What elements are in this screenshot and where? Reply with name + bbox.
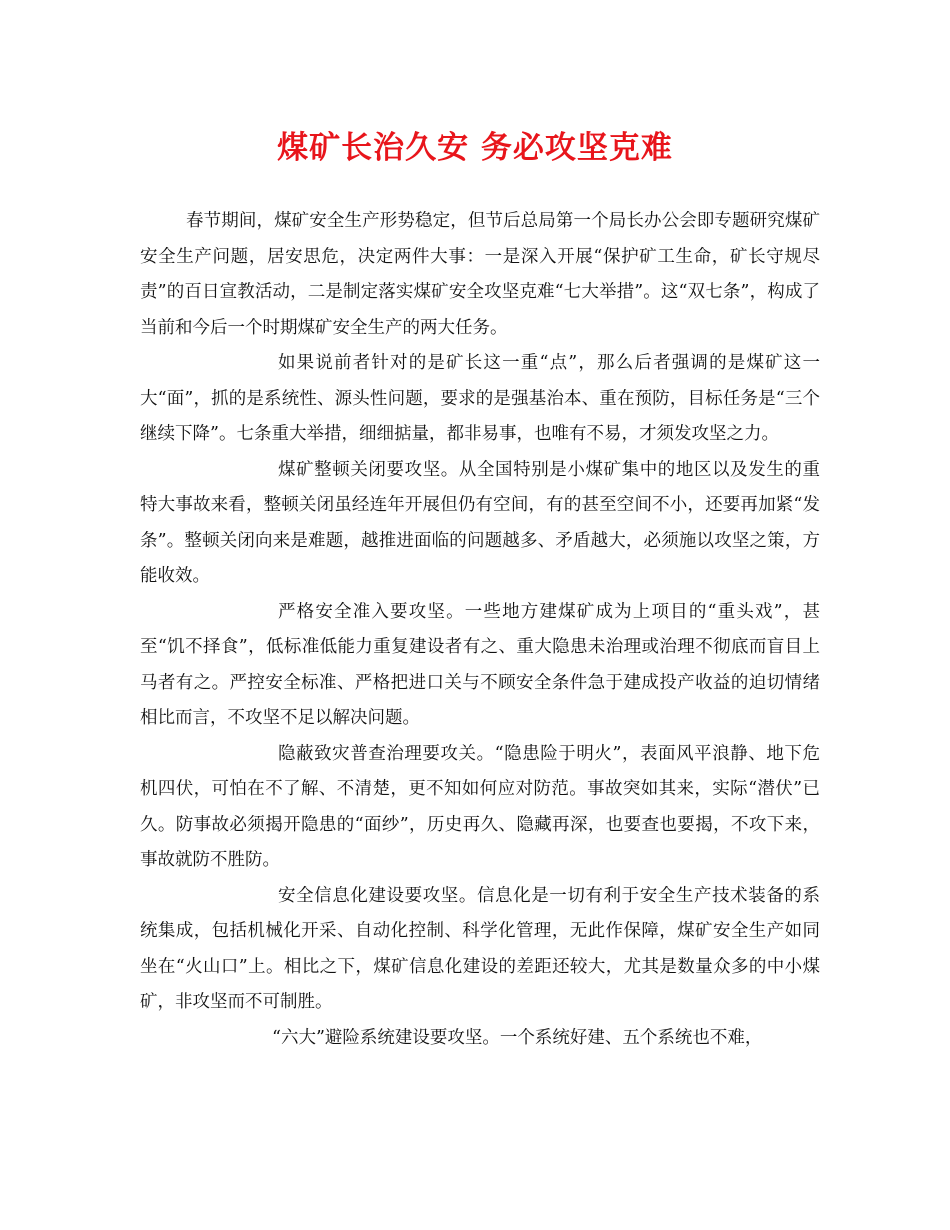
paragraph-2: 如果说前者针对的是矿长这一重“点”，那么后者强调的是煤矿这一大“面”，抓的是系统性、源头性问题，要求的是强基治本、重在预防，目标任务是“三个继续下降”。七条重大举措，细细掂量，都非易事，也唯有不易，才须发攻坚之力。 — [140, 353, 820, 444]
document-title: 煤矿长治久安 务必攻坚克难 — [277, 130, 673, 166]
paragraph-4: 严格安全准入要攻坚。一些地方建煤矿成为上项目的“重头戏”，甚至“饥不择食”，低标准低能力重复建设者有之、重大隐患未治理或治理不彻底而盲目上马者有之。严控安全标准、严格把进口关与不顾安全条件急于建成投产收益的迫切情绪相比而言，不攻坚不足以解决问题。 — [140, 601, 820, 728]
paragraph-7: “六大”避险系统建设要攻坚。一个系统好建、五个系统也不难， — [272, 1027, 763, 1048]
paragraph-3: 煤矿整顿关闭要攻坚。从全国特别是小煤矿集中的地区以及发生的重特大事故来看，整顿关闭虽经连年开展但仍有空间，有的甚至空间不小，还要再加紧“发条”。整顿关闭向来是难题，越推进面临的问题越多、矛盾越大，必须施以攻坚之策，方能收效。 — [140, 459, 820, 586]
paragraph-5: 隐蔽致灾普查治理要攻关。“隐患险于明火”，表面风平浪静、地下危机四伏，可怕在不了解、不清楚，更不知如何应对防范。事故突如其来，实际“潜伏”已久。防事故必须揭开隐患的“面纱”，历史再久、隐藏再深，也要查也要揭，不攻下来，事故就防不胜防。 — [140, 743, 820, 870]
paragraph-1: 春节期间，煤矿安全生产形势稳定，但节后总局第一个局长办公会即专题研究煤矿安全生产问题，居安思危，决定两件大事：一是深入开展“保护矿工生命，矿长守规尽责”的百日宣教活动，二是制定落实煤矿安全攻坚克难“七大举措”。这“双七条”，构成了当前和今后一个时期煤矿安全生产的两大任务。 — [140, 211, 820, 338]
document-body — [140, 204, 820, 1056]
paragraph-6: 安全信息化建设要攻坚。信息化是一切有利于安全生产技术装备的系统集成，包括机械化开采、自动化控制、科学化管理，无此作保障，煤矿安全生产如同坐在“火山口”上。相比之下，煤矿信息化建设的差距还较大，尤其是数量众多的中小煤矿，非攻坚而不可制胜。 — [140, 885, 820, 1012]
